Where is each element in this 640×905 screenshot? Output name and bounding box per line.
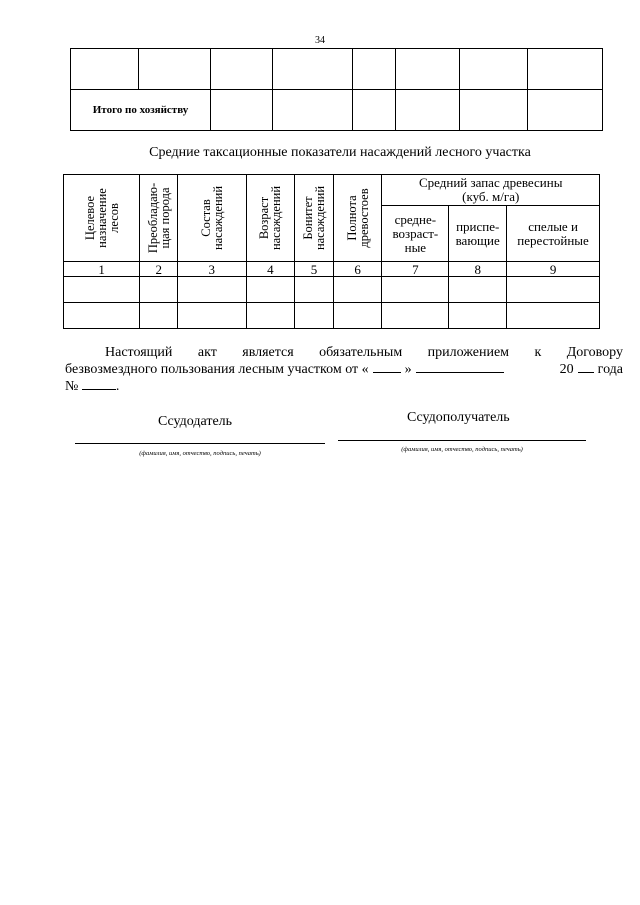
table-row	[64, 262, 600, 277]
section-title: Средние таксационные показатели насаждений лесного участка	[149, 145, 531, 160]
lender-signature-line	[75, 443, 325, 444]
day-blank	[373, 360, 401, 373]
taxation-table	[63, 174, 600, 329]
header-maturing: приспе- вающие	[449, 206, 507, 262]
quote-close: »	[404, 362, 412, 377]
header-species-text: Преобладаю- щая порода	[145, 182, 172, 254]
holdings-table	[70, 48, 603, 131]
year-blank	[578, 360, 594, 373]
word: Договору	[566, 345, 623, 360]
header-species	[140, 175, 178, 262]
column-number: 7	[382, 262, 449, 277]
agreement-paragraph	[65, 345, 623, 394]
column-number: 3	[178, 262, 246, 277]
word: акт	[197, 345, 217, 360]
number-sign: №	[65, 379, 79, 394]
header-middle-aged: средне- возраст- ные	[382, 206, 449, 262]
word: к	[534, 345, 542, 360]
word: приложением	[427, 345, 510, 360]
borrower-caption: (фамилия, имя, отчество, подпись, печать)	[401, 446, 523, 453]
column-number: 5	[295, 262, 334, 277]
year-prefix: 20	[559, 362, 574, 377]
column-number: 6	[333, 262, 382, 277]
lender-label: Ссудодатель	[158, 414, 233, 429]
paragraph-line-3	[65, 377, 623, 394]
borrower-signature-line	[338, 440, 586, 441]
total-label: Итого по хозяйству	[71, 90, 211, 131]
column-number: 1	[64, 262, 140, 277]
page-number: 34	[315, 35, 325, 46]
table-row	[71, 90, 603, 131]
table-row	[71, 49, 603, 90]
header-wood-stock: Средний запас древесины (куб. м/га)	[382, 175, 600, 206]
header-mature: спелые и перестойные	[507, 206, 600, 262]
lender-caption: (фамилия, имя, отчество, подпись, печать)	[139, 450, 261, 457]
agreement-date-prefix: безвозмездного пользования лесным участком от «	[65, 362, 369, 377]
table-row	[64, 277, 600, 303]
column-number: 8	[449, 262, 507, 277]
word: Настоящий	[105, 345, 173, 360]
header-purpose	[64, 175, 140, 262]
word: обязательным	[319, 345, 403, 360]
header-density	[333, 175, 382, 262]
header-purpose-text: Целевое назначение лесов	[82, 188, 121, 248]
header-composition-text: Состав насаждений	[198, 185, 225, 251]
word: является	[242, 345, 294, 360]
paragraph-line-1	[75, 346, 623, 360]
period: .	[115, 379, 120, 394]
header-bonitet-text: Бонитет насаждений	[300, 185, 327, 251]
header-age-text: Возраст насаждений	[257, 185, 284, 251]
column-number: 4	[246, 262, 295, 277]
number-blank	[82, 377, 116, 390]
column-number: 2	[140, 262, 178, 277]
paragraph-line-2	[65, 360, 623, 377]
year-suffix: года	[597, 362, 623, 377]
month-blank	[416, 360, 504, 373]
header-age	[246, 175, 295, 262]
header-density-text: Полнота древостоев	[344, 188, 371, 248]
header-composition	[178, 175, 246, 262]
column-number: 9	[507, 262, 600, 277]
header-bonitet	[295, 175, 334, 262]
borrower-label: Ссудополучатель	[407, 410, 510, 425]
table-row	[64, 303, 600, 329]
